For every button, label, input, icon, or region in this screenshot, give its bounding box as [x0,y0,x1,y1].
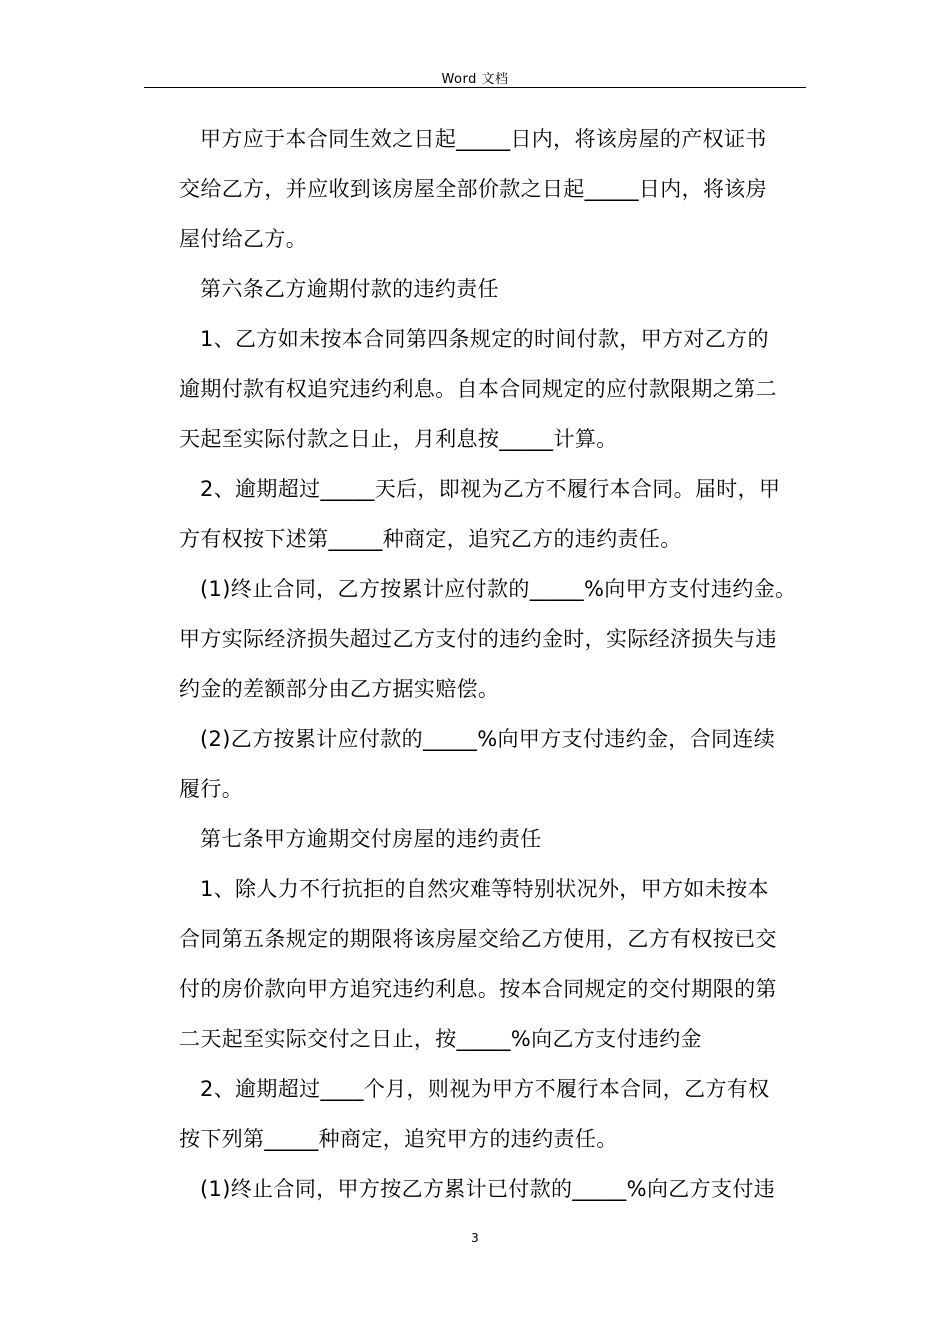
text-line: 1、乙方如未按本合同第四条规定的时间付款，甲方对乙方的 [200,327,769,351]
text-line: 2、逾期超过____个月，则视为甲方不履行本合同，乙方有权 [200,1077,770,1101]
text-line: 付的房价款向甲方追究违约利息。按本合同规定的交付期限的第 [179,977,777,1001]
text-line: 1、除人力不行抗拒的自然灾难等特别状况外，甲方如未按本 [200,877,769,901]
text-line: 2、逾期超过_____天后，即视为乙方不履行本合同。届时，甲 [200,477,781,501]
text-line: 甲方实际经济损失超过乙方支付的违约金时，实际经济损失与违 [179,627,777,651]
text-line: 甲方应于本合同生效之日起_____日内，将该房屋的产权证书 [200,127,767,151]
text-line: (2)乙方按累计应付款的_____%向甲方支付违约金，合同连续 [200,727,776,751]
text-line: 屋付给乙方。 [179,227,308,251]
section-heading: 第六条乙方逾期付款的违约责任 [200,277,499,301]
text-line: 逾期付款有权追究违约利息。自本合同规定的应付款限期之第二 [179,377,777,401]
header-divider [144,87,806,88]
header-title: Word 文档 [441,72,509,87]
text-line: 合同第五条规定的期限将该房屋交给乙方使用，乙方有权按已交 [179,927,777,951]
page-number: 3 [471,1231,479,1245]
text-line: (1)终止合同，甲方按乙方累计已付款的_____%向乙方支付违 [200,1177,776,1201]
text-line: 按下列第_____种商定，追究甲方的违约责任。 [179,1127,618,1151]
text-line: 约金的差额部分由乙方据实赔偿。 [179,677,500,701]
text-line: 方有权按下述第_____种商定，追究乙方的违约责任。 [179,527,682,551]
text-line: 天起至实际付款之日止，月利息按_____计算。 [179,427,618,451]
section-heading: 第七条甲方逾期交付房屋的违约责任 [200,827,542,851]
text-line: 二天起至实际交付之日止，按_____%向乙方支付违约金 [179,1027,702,1051]
text-line: 交给乙方，并应收到该房屋全部价款之日起_____日内，将该房 [179,177,767,201]
text-line: (1)终止合同，乙方按累计应付款的_____%向甲方支付违约金。 [200,577,797,601]
text-line: 履行。 [179,777,244,801]
